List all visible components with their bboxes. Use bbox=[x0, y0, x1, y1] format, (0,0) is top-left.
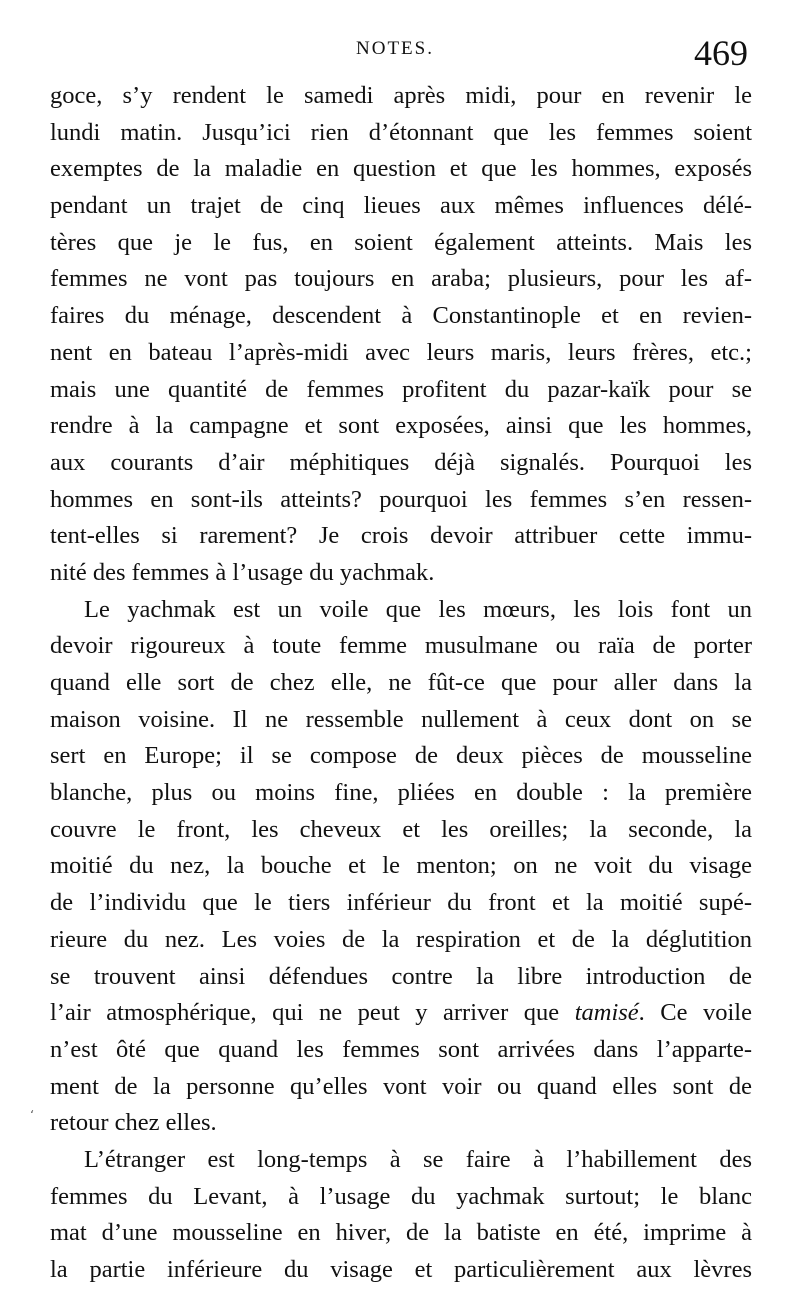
text-line: faires du ménage, descendent à Constantinople et en revien- bbox=[50, 302, 752, 330]
text-line: se trouvent ainsi défendues contre la libre introduction de bbox=[50, 962, 752, 990]
text-line: l’air atmosphérique, qui ne peut y arriver que tamisé. Ce voile bbox=[50, 999, 752, 1027]
text-line: tères que je le fus, en soient également atteints. Mais les bbox=[50, 228, 752, 256]
text-line: sert en Europe; il se compose de deux pièces de mousseline bbox=[50, 742, 752, 770]
text-line: quand elle sort de chez elle, ne fût-ce que pour aller dans la bbox=[50, 669, 752, 696]
text-line: ment de la personne qu’elles vont voir ou quand elles sont de bbox=[50, 1072, 752, 1100]
text-line: goce, s’y rendent le samedi après midi, pour en revenir le bbox=[50, 82, 752, 109]
text-line: moitié du nez, la bouche et le menton; on ne voit du visage bbox=[50, 852, 752, 880]
text-line: femmes du Levant, à l’usage du yachmak surtout; le blanc bbox=[50, 1182, 752, 1210]
text-line: nité des femmes à l’usage du yachmak. bbox=[50, 558, 435, 586]
text-line: la partie inférieure du visage et particulièrement aux lèvres bbox=[50, 1256, 752, 1283]
page-number: 469 bbox=[694, 33, 748, 73]
text-line: pendant un trajet de cinq lieues aux mêmes influences délé- bbox=[50, 192, 752, 220]
text-line: couvre le front, les cheveux et les oreilles; la seconde, la bbox=[50, 815, 752, 843]
text-line: maison voisine. Il ne ressemble nullement à ceux dont on se bbox=[50, 705, 752, 733]
text-line: mat d’une mousseline en hiver, de la batiste en été, imprime à bbox=[50, 1219, 752, 1247]
text-line: mais une quantité de femmes profitent du pazar-kaïk pour se bbox=[50, 375, 752, 403]
text-line: aux courants d’air méphitiques déjà signalés. Pourquoi les bbox=[50, 448, 752, 476]
text-line: hommes en sont-ils atteints? pourquoi les femmes s’en ressen- bbox=[50, 485, 752, 513]
text-line: femmes ne vont pas toujours en araba; plusieurs, pour les af- bbox=[50, 265, 752, 293]
running-head bbox=[50, 33, 748, 74]
text-line: blanche, plus ou moins fine, pliées en double : la première bbox=[50, 779, 752, 807]
italic-word: tamisé bbox=[574, 999, 639, 1027]
text-line: rieure du nez. Les voies de la respiration et de la déglutition bbox=[50, 925, 752, 953]
body-text bbox=[50, 78, 752, 1289]
text-line: nent en bateau l’après-midi avec leurs maris, leurs frères, etc.; bbox=[50, 338, 752, 366]
text-line: exemptes de la maladie en question et que les hommes, exposés bbox=[50, 155, 752, 183]
running-head-title: NOTES. bbox=[356, 38, 434, 59]
text-line: retour chez elles. bbox=[50, 1109, 217, 1137]
text-line: lundi matin. Jusqu’ici rien d’étonnant que les femmes soient bbox=[50, 118, 752, 146]
text-line: Le yachmak est un voile que les mœurs, les lois font un bbox=[84, 595, 752, 623]
text-line: devoir rigoureux à toute femme musulmane ou raïa de porter bbox=[50, 632, 752, 660]
text-line: L’étranger est long-temps à se faire à l’habillement des bbox=[84, 1145, 752, 1173]
text-line: n’est ôté que quand les femmes sont arrivées dans l’apparte- bbox=[50, 1035, 752, 1063]
text-line: rendre à la campagne et sont exposées, ainsi que les hommes, bbox=[50, 412, 752, 440]
text-line: tent-elles si rarement? Je crois devoir attribuer cette immu- bbox=[50, 522, 752, 550]
margin-mark: ‘ bbox=[30, 1108, 34, 1122]
text-line: de l’individu que le tiers inférieur du front et la moitié supé- bbox=[50, 889, 752, 917]
